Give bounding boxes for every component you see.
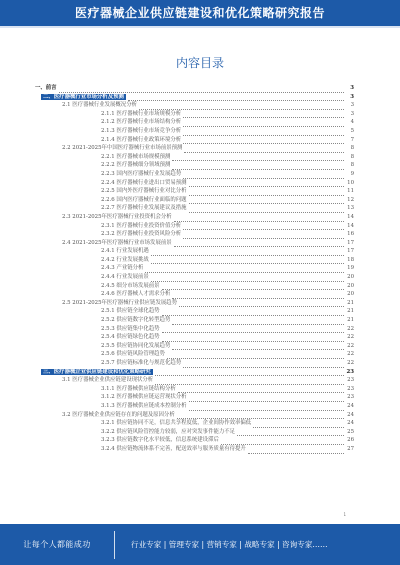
toc-entry-label: 2.5.7 供应链标准化与规范化趋势 <box>101 360 182 366</box>
toc-entry-page: 24 <box>347 411 354 418</box>
toc-entry[interactable] <box>35 144 354 153</box>
toc-entry-page: 4 <box>350 119 354 126</box>
toc-entry[interactable] <box>35 256 354 265</box>
toc-entry[interactable] <box>35 204 354 213</box>
toc-entry-page: 21 <box>347 317 354 324</box>
toc-entry[interactable] <box>35 136 354 145</box>
toc-entry-page: 14 <box>347 213 354 220</box>
toc-entry[interactable] <box>35 170 354 179</box>
toc-entry-page: 17 <box>347 239 354 246</box>
toc-entry-label: 2.4.6 医疗器械人才需求分析 <box>101 291 171 298</box>
toc-entry-page: 20 <box>347 291 354 298</box>
toc-entry-page: 24 <box>347 402 354 409</box>
toc-entry-label: 2.5.1 供应链全球化趋势 <box>101 308 160 315</box>
toc-entry[interactable] <box>35 290 354 299</box>
toc-entry[interactable] <box>35 307 354 316</box>
toc-entry[interactable] <box>35 393 354 402</box>
toc-entry[interactable] <box>35 187 354 196</box>
toc-entry-label: 3.2.4 供应链物流体系不完善，配送效率与服务质量有待提升 <box>101 445 246 452</box>
toc-entry-label: 2.4.5 细分市场发展前景 <box>101 282 160 289</box>
toc-entry[interactable] <box>35 213 354 222</box>
toc-entry-page: 23 <box>346 368 354 375</box>
toc-entry-page: 8 <box>350 162 354 169</box>
toc-entry[interactable] <box>35 385 354 394</box>
toc-entry[interactable] <box>35 316 354 325</box>
toc-entry[interactable] <box>35 368 354 377</box>
toc-entry-label: 3.1 医疗器械企业供应链建设现状分析 <box>62 377 154 384</box>
toc-entry-label: 3.1.2 医疗器械供应链运营现状分析 <box>101 394 187 401</box>
toc-entry-page: 27 <box>347 445 354 452</box>
toc-entry-label: 2.2 2021-2025年中国医疗器械行业市场前景预测 <box>62 145 183 152</box>
footer-expert-list: 行业专家 | 管理专家 | 营销专家 | 战略专家 | 咨询专家…… <box>131 540 328 549</box>
toc-entry-page: 8 <box>350 145 354 152</box>
toc-heading: 内容目录 <box>175 56 224 70</box>
toc-entry-label: 2.1 医疗器械行业发展概况分析 <box>62 102 137 109</box>
toc-entry-page: 23 <box>347 377 354 384</box>
report-title: 医疗器械企业供应链建设和优化策略研究报告 <box>74 6 325 20</box>
toc-entry-label: 2.5.3 供应链集中化趋势 <box>101 325 160 332</box>
toc-entry-page: 7 <box>350 136 354 143</box>
toc-entry[interactable] <box>35 445 354 454</box>
toc-entry[interactable] <box>35 436 354 445</box>
toc-entry[interactable] <box>35 419 354 428</box>
toc-entry-label: 2.3.2 医疗器械行业投资风险分析 <box>101 231 182 238</box>
toc-entry-label: 二、医疗器械行业市场分析及预测 <box>43 93 124 100</box>
toc-entry-label: 三、医疗器械企业供应链建设和优化策略研究 <box>43 368 151 375</box>
toc-entry-label: 2.1.2 医疗器械行业市场结构分析 <box>101 119 182 126</box>
toc-entry-page: 9 <box>350 170 354 177</box>
toc-entry-page: 3 <box>350 85 354 91</box>
toc-entry[interactable] <box>35 93 354 102</box>
toc-entry-label: 2.5.2 供应链数字化转型趋势 <box>101 317 171 324</box>
toc-entry-page: 19 <box>347 265 354 272</box>
toc-entry-label: 2.4.1 行业发展机遇 <box>101 248 149 255</box>
toc-entry-label: 2.2.1 医疗器械市场规模预测 <box>101 153 171 160</box>
toc-entry[interactable] <box>35 273 354 282</box>
toc-entry-label: 3.2.1 供应链协同不足，信息共享程度低，企业间协作效率偏低 <box>101 420 252 427</box>
toc-entry-label: 2.4.3 产业链分析 <box>101 265 144 272</box>
toc-entry[interactable] <box>35 325 354 334</box>
toc-entry-page: 22 <box>347 334 354 341</box>
toc-entry-page: 26 <box>347 437 354 444</box>
toc-entry[interactable] <box>35 222 354 231</box>
toc-entry-label: 2.3.1 医疗器械行业投资价值分析 <box>101 222 182 229</box>
toc-entry-label: 2.2.7 医疗器械行业发展建议及措施 <box>101 205 187 212</box>
toc-entry-page: 25 <box>347 428 354 435</box>
toc-entry[interactable] <box>35 428 354 437</box>
toc-entry-page: 14 <box>347 222 354 229</box>
toc-entry-page: 22 <box>347 342 354 349</box>
toc-entry-label: 2.1.3 医疗器械行业市场竞争分析 <box>101 127 182 134</box>
toc-entry-label: 3.1.1 医疗器械供应链结构分析 <box>101 385 176 392</box>
toc-entry[interactable] <box>35 127 354 136</box>
toc-entry-page: 20 <box>347 274 354 281</box>
toc-entry-page: 18 <box>347 256 354 263</box>
toc-entry[interactable] <box>35 402 354 411</box>
footer-slogan: 让每个人都能成功 <box>23 540 91 549</box>
toc-entry-label: 2.5.5 供应链协同化发展趋势 <box>101 342 171 349</box>
toc-entry[interactable] <box>35 196 354 205</box>
toc-entry-page: 3 <box>350 110 354 117</box>
toc-entry[interactable] <box>35 411 354 420</box>
toc-entry[interactable] <box>35 342 354 351</box>
toc-entry-label: 2.2.3 国内医疗器械行业发展趋势 <box>101 170 182 177</box>
toc-entry[interactable] <box>35 101 354 110</box>
toc-entry-label: 2.3 2021-2025年医疗器械行业投资机会分析 <box>62 213 172 220</box>
toc-entry-page: 24 <box>347 420 354 427</box>
toc-entry-page: 16 <box>347 231 354 238</box>
toc-entry[interactable] <box>35 350 354 359</box>
toc-entry[interactable] <box>35 333 354 342</box>
toc-entry-label: 2.2.4 医疗器械行业进出口贸易预测 <box>101 179 187 186</box>
toc-entry-label: 2.1.1 医疗器械行业市场规模分析 <box>101 110 182 117</box>
toc-entry-label: 3.2.2 供应链风险管控能力较弱，应对突发事件能力不足 <box>101 428 236 435</box>
toc-entry-page: 22 <box>347 360 354 366</box>
toc-entry[interactable] <box>35 376 354 385</box>
toc-entry-page: 13 <box>347 205 354 212</box>
toc-entry-page: 21 <box>347 308 354 315</box>
header-divider <box>0 26 400 28</box>
toc-entry-page: 22 <box>347 325 354 332</box>
page-number: 1 <box>343 512 346 517</box>
toc-entry-page: 5 <box>350 127 354 134</box>
toc-entry[interactable] <box>35 247 354 256</box>
toc-entry-label: 2.4.4 行业发展前景 <box>101 274 149 281</box>
toc-entry-label: 3.2.3 供应链数字化水平较低，信息系统建设滞后 <box>101 437 219 444</box>
toc-entry[interactable] <box>35 264 354 273</box>
toc-entry[interactable] <box>35 179 354 188</box>
toc-entry-label: 3.2 医疗器械企业供应链存在的问题及原因分析 <box>62 411 175 418</box>
toc-entry-label: 2.1.4 医疗器械行业政策环境分析 <box>101 136 182 143</box>
table-of-contents <box>35 84 354 454</box>
toc-entry-label: 2.2.2 医疗器械细分领域预测 <box>101 162 171 169</box>
toc-entry-label: 2.5 2021-2025年医疗器械行业供应链发展趋势 <box>62 299 178 306</box>
toc-entry[interactable] <box>35 239 354 248</box>
toc-entry-page: 3 <box>350 93 354 100</box>
toc-entry[interactable] <box>35 153 354 162</box>
toc-entry-page: 3 <box>350 102 354 109</box>
footer-divider <box>114 531 115 559</box>
toc-entry-page: 22 <box>347 351 354 358</box>
toc-entry-label: 2.2.5 国内外医疗器械行业对比分析 <box>101 188 187 195</box>
toc-entry-label: 2.5.6 供应链风险管理趋势 <box>101 351 165 358</box>
toc-entry-label: 2.2.6 国内医疗器械行业面临的问题 <box>101 196 187 203</box>
toc-entry[interactable] <box>35 161 354 170</box>
toc-entry[interactable] <box>35 230 354 239</box>
toc-entry[interactable] <box>35 282 354 291</box>
toc-entry-page: 11 <box>347 188 354 195</box>
toc-entry-page: 17 <box>347 248 354 255</box>
toc-entry-label: 3.1.3 医疗器械供应链成本控制分析 <box>101 402 187 409</box>
toc-entry-label: 一、前言 <box>35 85 57 91</box>
toc-entry-page: 20 <box>347 282 354 289</box>
toc-entry-page: 21 <box>347 299 354 306</box>
toc-entry-label: 2.4.2 行业发展挑战 <box>101 256 149 263</box>
toc-entry-page: 23 <box>347 385 354 392</box>
toc-entry[interactable] <box>35 84 354 93</box>
toc-entry-label: 2.5.4 供应链绿色化趋势 <box>101 334 160 341</box>
toc-entry[interactable] <box>35 299 354 308</box>
toc-entry[interactable] <box>35 110 354 119</box>
report-header <box>0 0 400 26</box>
toc-leader-dots <box>248 447 344 454</box>
toc-entry-page: 10 <box>347 179 354 186</box>
toc-entry-page: 12 <box>347 196 354 203</box>
toc-entry-page: 8 <box>350 153 354 160</box>
footer-banner <box>0 524 400 565</box>
toc-entry-label: 2.4 2021-2025年医疗器械行业市场发展前景 <box>62 239 172 246</box>
toc-entry[interactable] <box>35 118 354 127</box>
toc-entry-page: 23 <box>347 394 354 401</box>
toc-entry[interactable] <box>35 359 354 368</box>
